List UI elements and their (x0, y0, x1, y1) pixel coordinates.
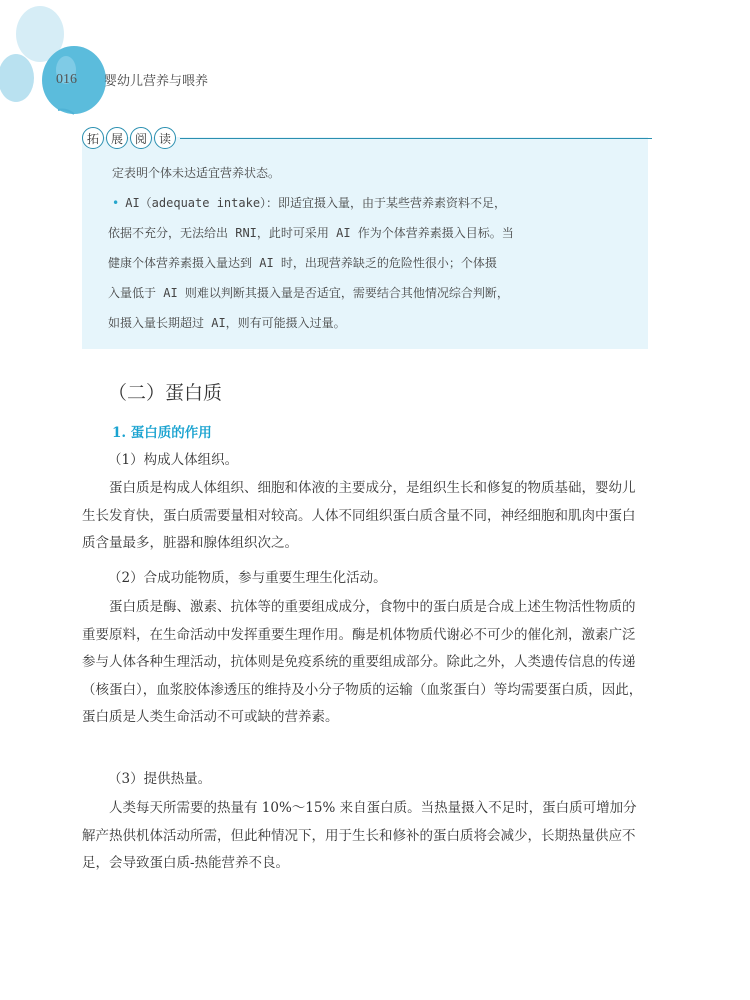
page-number: 016 (56, 72, 77, 87)
paragraph-1: 蛋白质是构成人体组织、细胞和体液的主要成分，是组织生长和修复的物质基础，婴幼儿生长发育快，蛋白质需要量相对较高。人体不同组织蛋白质含量不同，神经细胞和肌肉中蛋白质含量最多，脏器和腺体组织次之。 (82, 480, 636, 551)
reading-bullet-line (112, 188, 632, 218)
reading-para-line-3: 健康个体营养素摄入量达到 AI 时，出现营养缺乏的危险性很小；个体摄 (108, 256, 497, 270)
section-title: （二）蛋白质 (108, 382, 223, 404)
reading-para-line-1: AI（adequate intake）：即适宜摄入量，由于某些营养素资料不足， (125, 196, 507, 210)
reading-badge-3: 阅 (130, 127, 152, 149)
reading-badge-4: 读 (154, 127, 176, 149)
paragraph-3: 人类每天所需要的热量有 10%～15% 来自蛋白质。当热量摄入不足时，蛋白质可增加分解产热供机体活动所需，但此种情况下，用于生长和修补的蛋白质将会减少，长期热量供应不足，会导致蛋白质-热能营养不良。 (82, 800, 637, 871)
item-3: （3）提供热量。 (108, 771, 212, 787)
reading-para-line-5: 如摄入量长期超过 AI，则有可能摄入过量。 (108, 316, 346, 330)
paragraph-2: 蛋白质是酶、激素、抗体等的重要组成成分，食物中的蛋白质是合成上述生物活性物质的重要原料，在生命活动中发挥重要生理作用。酶是机体物质代谢必不可少的催化剂，激素广泛参与人体各种生理活动，抗体则是免疫系统的重要组成部分。除此之外，人类遗传信息的传递（核蛋白），血浆胶体渗透压的维持及小分子物质的运输（血浆蛋白）等均需要蛋白质，因此，蛋白质是人类生命活动不可或缺的营养素。 (82, 599, 643, 725)
bullet-icon: • (112, 196, 120, 210)
extended-reading-header (82, 126, 652, 150)
header-rule (180, 138, 652, 139)
item-2: （2）合成功能物质，参与重要生理生化活动。 (108, 570, 387, 586)
reading-badge-1: 拓 (82, 127, 104, 149)
reading-badge-2: 展 (106, 127, 128, 149)
reading-line-1: 定表明个体未达适宜营养状态。 (112, 166, 281, 180)
subheading: 1. 蛋白质的作用 (112, 425, 212, 441)
balloons-decoration (0, 0, 110, 120)
running-header-title: 婴幼儿营养与喂养 (104, 74, 209, 89)
item-1: （1）构成人体组织。 (108, 452, 239, 468)
reading-para-line-2: 依据不充分，无法给出 RNI，此时可采用 AI 作为个体营养素摄入目标。当 (108, 226, 514, 240)
reading-para-line-4: 入量低于 AI 则难以判断其摄入量是否适宜，需要结合其他情况综合判断， (108, 286, 509, 300)
